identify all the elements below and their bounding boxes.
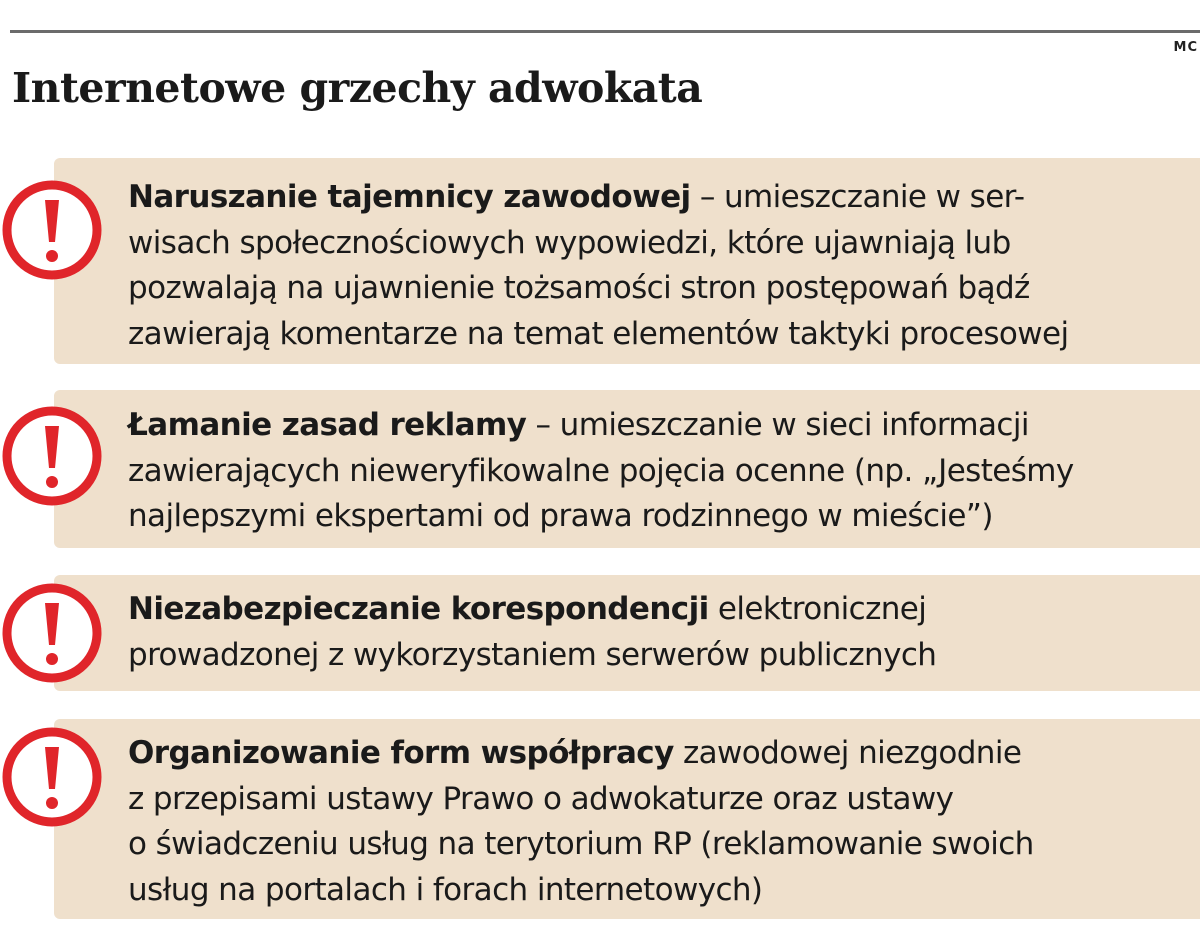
list-item-advertising-rules (0, 390, 1200, 548)
item-text (128, 731, 1196, 913)
item-text-line: z przepisami ustawy Prawo o adwokaturze oraz ustawy (128, 780, 954, 817)
item-text-line: zawierających nieweryfikowalne pojęcia ocenne (np. „Jesteśmy (128, 452, 1074, 489)
list-item-cooperation (0, 719, 1200, 919)
credit-mark: MC (1173, 40, 1198, 55)
exclamation-circle-icon (0, 178, 104, 282)
list-item-professional-secrecy (0, 158, 1200, 364)
exclamation-circle-icon (0, 581, 104, 685)
item-text-line: prowadzonej z wykorzystaniem serwerów publicznych (128, 636, 937, 673)
item-text-line: zawierają komentarze na temat elementów taktyki procesowej (128, 315, 1069, 352)
item-text (128, 175, 1196, 357)
item-text-line: Łamanie zasad reklamy – umieszczanie w sieci informacji (128, 407, 1029, 443)
item-text-line: wisach społecznościowych wypowiedzi, które ujawniają lub (128, 224, 1011, 261)
item-text (128, 587, 1196, 678)
exclamation-circle-icon (0, 404, 104, 508)
page-title: Internetowe grzechy adwokata (12, 64, 703, 112)
item-text-line: pozwalają na ujawnienie tożsamości stron postępowań bądź (128, 270, 1030, 306)
exclamation-circle-icon (0, 725, 104, 829)
item-text-line: Organizowanie form współpracy zawodowej niezgodnie (128, 735, 1022, 771)
item-text (128, 403, 1196, 540)
list-item-correspondence (0, 575, 1200, 691)
top-rule (10, 30, 1200, 33)
item-text-line: Niezabezpieczanie korespondencji elektronicznej (128, 591, 927, 627)
item-text-line: o świadczeniu usług na terytorium RP (reklamowanie swoich (128, 826, 1034, 862)
item-text-line: Naruszanie tajemnicy zawodowej – umieszczanie w ser- (128, 179, 1025, 215)
item-text-line: usług na portalach i forach internetowych) (128, 871, 763, 908)
item-text-line: najlepszymi ekspertami od prawa rodzinnego w mieście”) (128, 498, 993, 534)
